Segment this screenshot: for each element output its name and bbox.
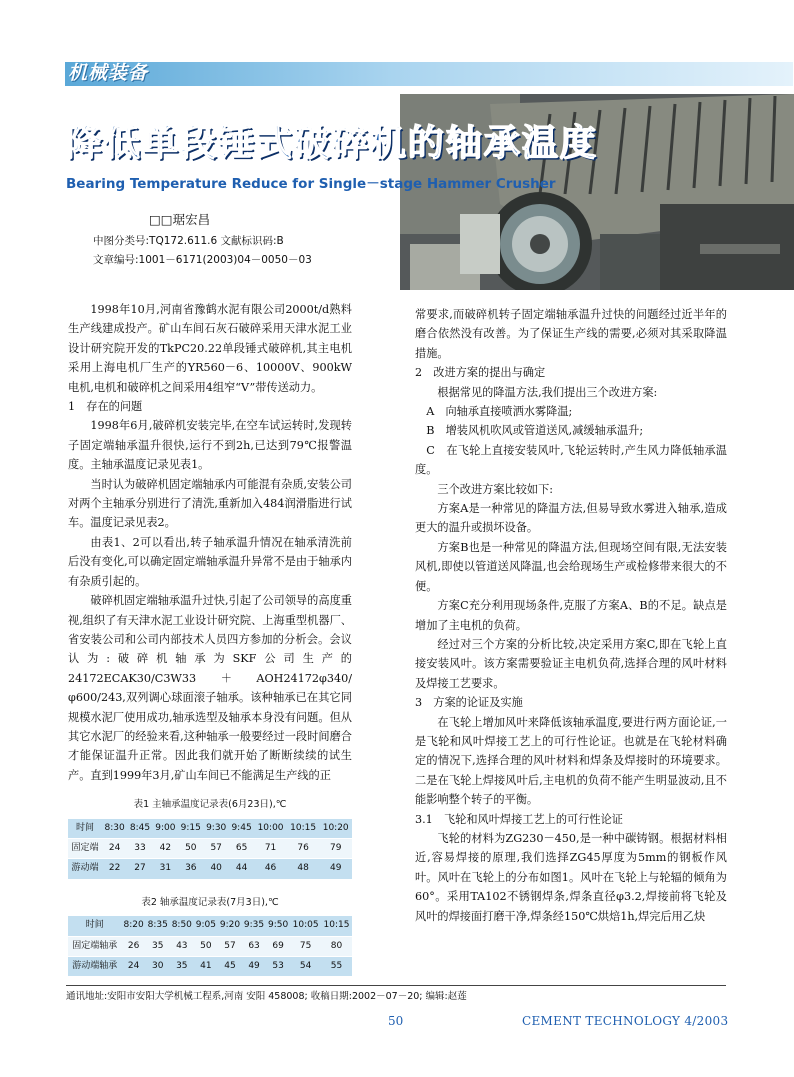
table-header-cell: 时间 bbox=[68, 819, 102, 839]
table-header-cell: 9:45 bbox=[229, 819, 254, 839]
table-cell: 24 bbox=[102, 838, 127, 858]
table-header-cell: 9:20 bbox=[218, 916, 242, 936]
table-cell: 76 bbox=[287, 838, 320, 858]
table-row bbox=[68, 936, 352, 956]
body-paragraph: 1998年6月,破碎机安装完毕,在空车试运转时,发现转子固定端轴承温升很快,运行不到2h,已达到79℃报警温度。主轴承温度记录见表1。 bbox=[68, 419, 352, 472]
data-tables bbox=[68, 795, 352, 976]
table-cell: 固定端 bbox=[68, 838, 102, 858]
table-cell: 50 bbox=[194, 936, 218, 956]
footer-note: 通讯地址:安阳市安阳大学机械工程系,河南 安阳 458008; 收稿日期:2002－07－20; 编辑:赵莲 bbox=[66, 991, 467, 1002]
table-header-cell: 9:15 bbox=[178, 819, 203, 839]
table-header-cell: 9:00 bbox=[153, 819, 178, 839]
classification-line: 中图分类号:TQ172.611.6 文献标识码:B bbox=[93, 235, 284, 247]
table-cell: 50 bbox=[178, 838, 203, 858]
body-paragraph: 飞轮的材料为ZG230－450,是一种中碳铸钢。根据材料相近,容易焊接的原理,我们选择ZG45厚度为5mm的钢板作风叶。风叶在飞轮上的分布如图1。风叶在飞轮上与轮辐的倾角为60°。采用TA102不锈钢焊条,焊条直径φ3.2,焊接前将飞轮及风叶的焊接面打磨干净,焊条经150℃烘焙1h,焊完后用乙炔 bbox=[415, 831, 727, 923]
table-header-row bbox=[68, 916, 352, 936]
table-header-cell: 8:35 bbox=[146, 916, 170, 936]
body-paragraph: 在飞轮上增加风叶来降低该轴承温度,要进行两方面论证,一是飞轮和风叶焊接工艺上的可行性论证。也就是在飞轮材料确定的情况下,选择合理的风叶材料和焊条及焊接时的环境要求。二是在飞轮上焊接风叶后,主电机的负荷不能产生明显波动,且不能影响整个转子的平衡。 bbox=[415, 715, 727, 807]
table-header-cell: 8:20 bbox=[122, 916, 146, 936]
section-heading: 3 方案的论证及实施 bbox=[415, 696, 523, 710]
body-paragraph: 破碎机固定端轴承温升过快,引起了公司领导的高度重视,组织了有天津水泥工业设计研究院、上海重型机器厂、省安装公司和公司内部技术人员四方参加的分析会。会议认为:破碎机轴承为SKF公司生产的24172ECAK30/C3W33＋AOH24172φ340/φ600/243,双列调心球面滚子轴承。该种轴承已在其它同规模水泥厂使用成功,轴承选型及轴承本身没有问题。但从其它水泥厂的经验来看,这种轴承一般要经过一段时间磨合才能保证温升正常。因此我们就开始了断断续续的试生产。直到1999年3月,矿山车间已不能满足生产线的正 bbox=[68, 594, 352, 782]
section-heading: 3.1 飞轮和风叶焊接工艺上的可行性论证 bbox=[415, 812, 623, 826]
body-paragraph: 由表1、2可以看出,转子轴承温升情况在轴承清洗前后没有变化,可以确定固定端轴承温升异常不是由于轴承内有杂质引起的。 bbox=[68, 535, 352, 588]
table-header-cell: 10:15 bbox=[321, 916, 352, 936]
table-cell: 55 bbox=[321, 957, 352, 977]
left-column-body bbox=[68, 300, 352, 785]
table-header-cell: 8:30 bbox=[102, 819, 127, 839]
body-paragraph: B 增装风机吹风或管道送风,减缓轴承温升; bbox=[426, 424, 644, 438]
table-header-cell: 9:05 bbox=[194, 916, 218, 936]
table-cell: 31 bbox=[153, 859, 178, 879]
right-column bbox=[415, 305, 727, 926]
table-cell: 游动端轴承 bbox=[68, 957, 122, 977]
table-cell: 40 bbox=[203, 859, 228, 879]
table-header-cell: 10:05 bbox=[290, 916, 321, 936]
table-header-cell: 10:20 bbox=[319, 819, 352, 839]
body-paragraph: 经过对三个方案的分析比较,决定采用方案C,即在飞轮上直接安装风叶。该方案需要验证主电机负荷,选择合理的风叶材料及焊接工艺要求。 bbox=[415, 637, 727, 690]
body-paragraph: A 向轴承直接喷洒水雾降温; bbox=[426, 405, 573, 419]
table-cell: 41 bbox=[194, 957, 218, 977]
table-cell: 69 bbox=[266, 936, 290, 956]
section-heading: 1 存在的问题 bbox=[68, 400, 143, 414]
table-header-cell: 10:00 bbox=[254, 819, 287, 839]
table-cell: 49 bbox=[319, 859, 352, 879]
table-row bbox=[68, 859, 352, 879]
table-caption: 表2 轴承温度记录表(7月3日),℃ bbox=[141, 896, 279, 908]
table-cell: 24 bbox=[122, 957, 146, 977]
table-cell: 46 bbox=[254, 859, 287, 879]
table-cell: 54 bbox=[290, 957, 321, 977]
body-paragraph: 三个改进方案比较如下: bbox=[437, 482, 554, 496]
body-paragraph: 1998年10月,河南省豫鹤水泥有限公司2000t/d熟料生产线建成投产。矿山车间石灰石破碎采用天津水泥工业设计研究院开发的TkPC20.22单段锤式破碎机,其主电机采用上海电机厂生产的YR560－6、10000V、900kW电机,电机和破碎机之间采用4组窄“V”带传送动力。 bbox=[68, 303, 352, 394]
table-header-cell: 8:50 bbox=[170, 916, 194, 936]
table-cell: 30 bbox=[146, 957, 170, 977]
table-row bbox=[68, 957, 352, 977]
left-column bbox=[68, 300, 352, 976]
table-cell: 35 bbox=[146, 936, 170, 956]
section-label: 机械装备 bbox=[68, 62, 149, 84]
table-cell: 42 bbox=[153, 838, 178, 858]
author-line: □□琚宏昌 bbox=[149, 212, 211, 227]
table-header-cell: 9:50 bbox=[266, 916, 290, 936]
table-cell: 53 bbox=[266, 957, 290, 977]
table-cell: 36 bbox=[178, 859, 203, 879]
footer-rule bbox=[66, 985, 726, 986]
table-header-cell: 9:30 bbox=[203, 819, 228, 839]
temperature-table bbox=[68, 916, 352, 976]
body-paragraph: 方案A是一种常见的降温方法,但易导致水雾进入轴承,造成更大的温升或损坏设备。 bbox=[415, 502, 727, 535]
body-paragraph: 根据常见的降温方法,我们提出三个改进方案: bbox=[437, 385, 658, 399]
table-cell: 49 bbox=[242, 957, 266, 977]
table-cell: 27 bbox=[127, 859, 152, 879]
article-number-line: 文章编号:1001－6171(2003)04－0050－03 bbox=[93, 254, 312, 266]
table-header-row bbox=[68, 819, 352, 839]
journal-name: CEMENT TECHNOLOGY 4/2003 bbox=[522, 1014, 729, 1028]
body-paragraph: 常要求,而破碎机转子固定端轴承温升过快的问题经过近半年的磨合依然没有改善。为了保证生产线的需要,必须对其采取降温措施。 bbox=[415, 308, 727, 360]
article-subtitle-en: Bearing Temperature Reduce for Single－stage Hammer Crusher bbox=[66, 176, 556, 192]
table-cell: 固定端轴承 bbox=[68, 936, 122, 956]
table-header-cell: 9:35 bbox=[242, 916, 266, 936]
table-cell: 33 bbox=[127, 838, 152, 858]
page-number: 50 bbox=[388, 1014, 404, 1028]
table-cell: 65 bbox=[229, 838, 254, 858]
table-cell: 80 bbox=[321, 936, 352, 956]
article-title: 降低单段锤式破碎机的轴承温度 bbox=[66, 123, 599, 164]
table-header-cell: 10:15 bbox=[287, 819, 320, 839]
section-heading: 2 改进方案的提出与确定 bbox=[415, 366, 546, 380]
body-paragraph: C 在飞轮上直接安装风叶,飞轮运转时,产生风力降低轴承温度。 bbox=[415, 443, 727, 477]
temperature-table bbox=[68, 819, 352, 879]
table-cell: 游动端 bbox=[68, 859, 102, 879]
table-cell: 35 bbox=[170, 957, 194, 977]
table-row bbox=[68, 838, 352, 858]
table-cell: 44 bbox=[229, 859, 254, 879]
section-header-bar bbox=[65, 62, 793, 86]
body-paragraph: 方案B也是一种常见的降温方法,但现场空间有限,无法安装风机,即使以管道送风降温,也会给现场生产或检修带来很大的不便。 bbox=[415, 540, 727, 593]
table-cell: 43 bbox=[170, 936, 194, 956]
table-cell: 71 bbox=[254, 838, 287, 858]
table-header-cell: 8:45 bbox=[127, 819, 152, 839]
table-cell: 75 bbox=[290, 936, 321, 956]
table-cell: 45 bbox=[218, 957, 242, 977]
table-cell: 57 bbox=[203, 838, 228, 858]
table-cell: 22 bbox=[102, 859, 127, 879]
table-cell: 26 bbox=[122, 936, 146, 956]
table-header-cell: 时间 bbox=[68, 916, 122, 936]
table-cell: 79 bbox=[319, 838, 352, 858]
table-cell: 63 bbox=[242, 936, 266, 956]
body-paragraph: 方案C充分利用现场条件,克服了方案A、B的不足。缺点是增加了主电机的负荷。 bbox=[415, 599, 727, 632]
table-cell: 57 bbox=[218, 936, 242, 956]
table-cell: 48 bbox=[287, 859, 320, 879]
body-paragraph: 当时认为破碎机固定端轴承内可能混有杂质,安装公司对两个主轴承分别进行了清洗,重新加入484润滑脂进行试车。温度记录见表2。 bbox=[68, 477, 352, 530]
table-caption: 表1 主轴承温度记录表(6月23日),℃ bbox=[133, 799, 287, 811]
